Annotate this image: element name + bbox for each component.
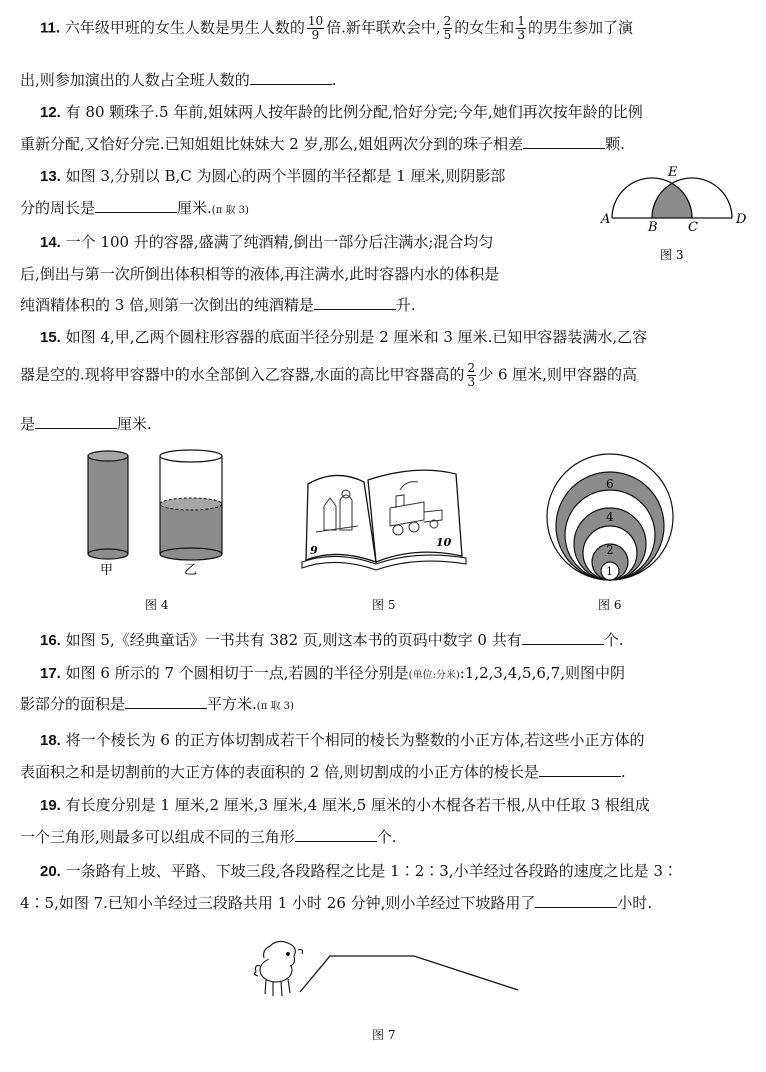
cylinder-yi-top (160, 450, 222, 462)
answer-blank[interactable] (314, 295, 396, 310)
problem-17-line-1 (40, 663, 625, 686)
problem-text: 颗. (605, 135, 625, 153)
problem-number: 13. (40, 168, 61, 185)
answer-blank[interactable] (125, 694, 207, 709)
problem-number: 12. (40, 104, 61, 121)
problem-number: 20. (40, 863, 61, 880)
problem-number: 17. (40, 665, 61, 682)
ring-label: 7 (606, 460, 614, 474)
denominator: 3 (517, 28, 525, 42)
problem-number: 14. (40, 234, 61, 251)
problem-15-line-1 (40, 327, 647, 348)
problem-text: 升. (395, 296, 416, 314)
figure-5 (296, 460, 472, 580)
problem-text: 一个三角形,则最多可以组成不同的三角形 (20, 828, 295, 846)
problem-text: 有 80 颗珠子.5 年前,姐妹两人按年龄的比例分配,恰好分完;今年,她们再次按年龄的比例 (65, 103, 643, 121)
problem-13-line-1 (40, 166, 505, 187)
denominator: 5 (443, 28, 452, 42)
problem-text: 出,则参加演出的人数占全班人数的 (20, 71, 250, 89)
problem-text: 平方米. (207, 695, 257, 713)
problem-number: 16. (40, 632, 61, 649)
fraction (467, 362, 477, 389)
problem-text: 小时. (617, 894, 653, 912)
figure-4 (82, 448, 232, 578)
unit-note: (单位:分米) (408, 670, 460, 681)
problem-text: 的男生参加了演 (527, 18, 633, 37)
ring-label: 3 (606, 526, 614, 540)
cylinder-jia-bottom (88, 549, 128, 559)
problem-14-line-3 (20, 295, 416, 315)
cylinder-yi-water (160, 504, 222, 554)
figure-caption: 图 7 (372, 1028, 396, 1042)
answer-blank[interactable] (250, 70, 332, 85)
problem-text: 是 (20, 415, 36, 433)
problem-17-line-2 (20, 694, 294, 717)
figure-caption: 图 6 (598, 598, 622, 612)
problem-number: 18. (40, 732, 61, 749)
problem-text: 六年级甲班的女生人数是男生人数的 (64, 18, 305, 37)
problem-text: 个. (603, 631, 624, 649)
problem-text: 一个 100 升的容器,盛满了纯酒精,倒出一部分后注满水;混合均匀 (65, 233, 494, 251)
label-b: B (648, 220, 658, 235)
problem-text: 如图 4,甲,乙两个圆柱形容器的底面半径分别是 2 厘米和 3 厘米.已知甲容器装满水,乙容 (65, 328, 648, 346)
figure-caption: 图 3 (660, 248, 684, 262)
problem-text: . (620, 763, 626, 781)
note: (π 取 3) (211, 205, 249, 216)
problem-18-line-2 (20, 762, 626, 782)
ring-label: 5 (606, 493, 614, 507)
problem-12-line-1 (40, 102, 643, 123)
problem-20-line-2 (20, 893, 652, 913)
problem-11-line-1 (40, 15, 633, 42)
problem-text: . (331, 71, 337, 89)
problem-12-line-2 (20, 134, 625, 154)
shaded-lens (652, 183, 692, 218)
numerator: 1 (517, 14, 525, 28)
figure-caption: 图 4 (145, 598, 169, 612)
problem-14-line-2 (20, 264, 499, 284)
figure-6 (538, 448, 688, 582)
cylinder-jia-top (88, 451, 128, 461)
problem-text: 一条路有上坡、平路、下坡三段,各段路程之比是 1∶2∶3,小羊经过各段路的速度之比是 3∶ (65, 862, 678, 880)
cylinder-yi-water-surface (160, 498, 222, 510)
ring-label: 1 (606, 565, 613, 578)
problem-15-line-3 (20, 414, 152, 434)
problem-text: 少 6 厘米,则甲容器的高 (478, 365, 638, 384)
answer-blank[interactable] (539, 762, 621, 777)
label-jia: 甲 (100, 563, 114, 578)
problem-text: 如图 3,分别以 B,C 为圆心的两个半圆的半径都是 1 厘米,则阴影部 (65, 167, 506, 185)
figure-caption: 图 5 (372, 598, 396, 612)
answer-blank[interactable] (95, 198, 177, 213)
denominator: 9 (311, 28, 320, 42)
label-c: C (688, 220, 698, 235)
label-a: A (601, 212, 611, 227)
numerator: 2 (467, 361, 476, 375)
problem-text: 厘米. (117, 415, 152, 433)
label-e: E (668, 165, 678, 180)
problem-19-line-1 (40, 795, 650, 816)
problem-text: 分的周长是 (20, 199, 96, 217)
problem-15-line-2 (20, 362, 637, 389)
problem-text: 倍.新年联欢会中, (326, 18, 441, 37)
label-yi: 乙 (184, 563, 198, 578)
problem-text: 4∶5,如图 7.已知小羊经过三段路共用 1 小时 26 分钟,则小羊经过下坡路用了 (20, 894, 536, 912)
problem-text: 将一个棱长为 6 的正方体切割成若干个相同的棱长为整数的小正方体,若这些小正方体的 (65, 731, 645, 749)
answer-blank[interactable] (535, 893, 617, 908)
cylinder-yi-bottom (160, 548, 222, 560)
denominator: 3 (467, 375, 476, 389)
figure-7 (250, 930, 530, 1000)
fraction (516, 15, 526, 42)
answer-blank[interactable] (523, 134, 605, 149)
problem-text: 影部分的面积是 (20, 695, 126, 713)
ring-label: 2 (606, 543, 614, 557)
note: (π 取 3) (256, 701, 294, 712)
problem-number: 19. (40, 797, 61, 814)
answer-blank[interactable] (295, 827, 377, 842)
road-path (300, 956, 518, 992)
problem-text: 器是空的.现将甲容器中的水全部倒入乙容器,水面的高比甲容器高的 (20, 365, 465, 384)
figure-3 (596, 160, 756, 266)
problem-text: 有长度分别是 1 厘米,2 厘米,3 厘米,4 厘米,5 厘米的小木棍各若干根,从中任取 3 根组成 (65, 796, 650, 814)
lamb-illustration (254, 941, 302, 996)
problem-number: 11. (40, 19, 61, 37)
problem-text: 纯酒精体积的 3 倍,则第一次倒出的纯酒精是 (20, 296, 314, 314)
problem-text: 的女生和 (454, 18, 515, 37)
problem-14-line-1 (40, 232, 493, 253)
problem-text: 个. (376, 828, 397, 846)
cylinder-jia-body (88, 456, 128, 554)
ring-label: 6 (606, 477, 614, 491)
fraction (307, 15, 324, 42)
label-d: D (736, 212, 747, 227)
problem-text: :1,2,3,4,5,6,7,则图中阴 (459, 664, 625, 682)
problem-19-line-2 (20, 827, 397, 847)
numerator: 2 (443, 14, 452, 28)
problem-number: 15. (40, 329, 61, 346)
problem-16-line-1 (40, 630, 624, 651)
problem-text: 表面积之和是切割前的大正方体的表面积的 2 倍,则切割成的小正方体的棱长是 (20, 763, 539, 781)
answer-blank[interactable] (522, 630, 604, 645)
problem-text: 后,倒出与第一次所倒出体积相等的液体,再注满水,此时容器内水的体积是 (20, 265, 500, 283)
problem-text: 重新分配,又恰好分完.已知姐姐比妹妹大 2 岁,那么,姐姐两次分到的珠子相差 (20, 135, 524, 153)
problem-text: 厘米. (177, 199, 212, 217)
numerator: 10 (307, 14, 324, 28)
problem-text: 如图 5,《经典童话》一书共有 382 页,则这本书的页码中数字 0 共有 (65, 631, 522, 649)
problem-11-line-2 (20, 70, 337, 90)
page-number-left: 9 (310, 544, 318, 557)
page-number-right: 10 (436, 536, 452, 549)
ring-label: 4 (606, 510, 614, 524)
problem-text: 如图 6 所示的 7 个圆相切于一点,若圆的半径分别是 (65, 664, 409, 682)
problem-18-line-1 (40, 730, 645, 751)
fraction (443, 15, 453, 42)
problem-20-line-1 (40, 861, 678, 882)
answer-blank[interactable] (35, 414, 117, 429)
problem-13-line-2 (20, 198, 249, 221)
